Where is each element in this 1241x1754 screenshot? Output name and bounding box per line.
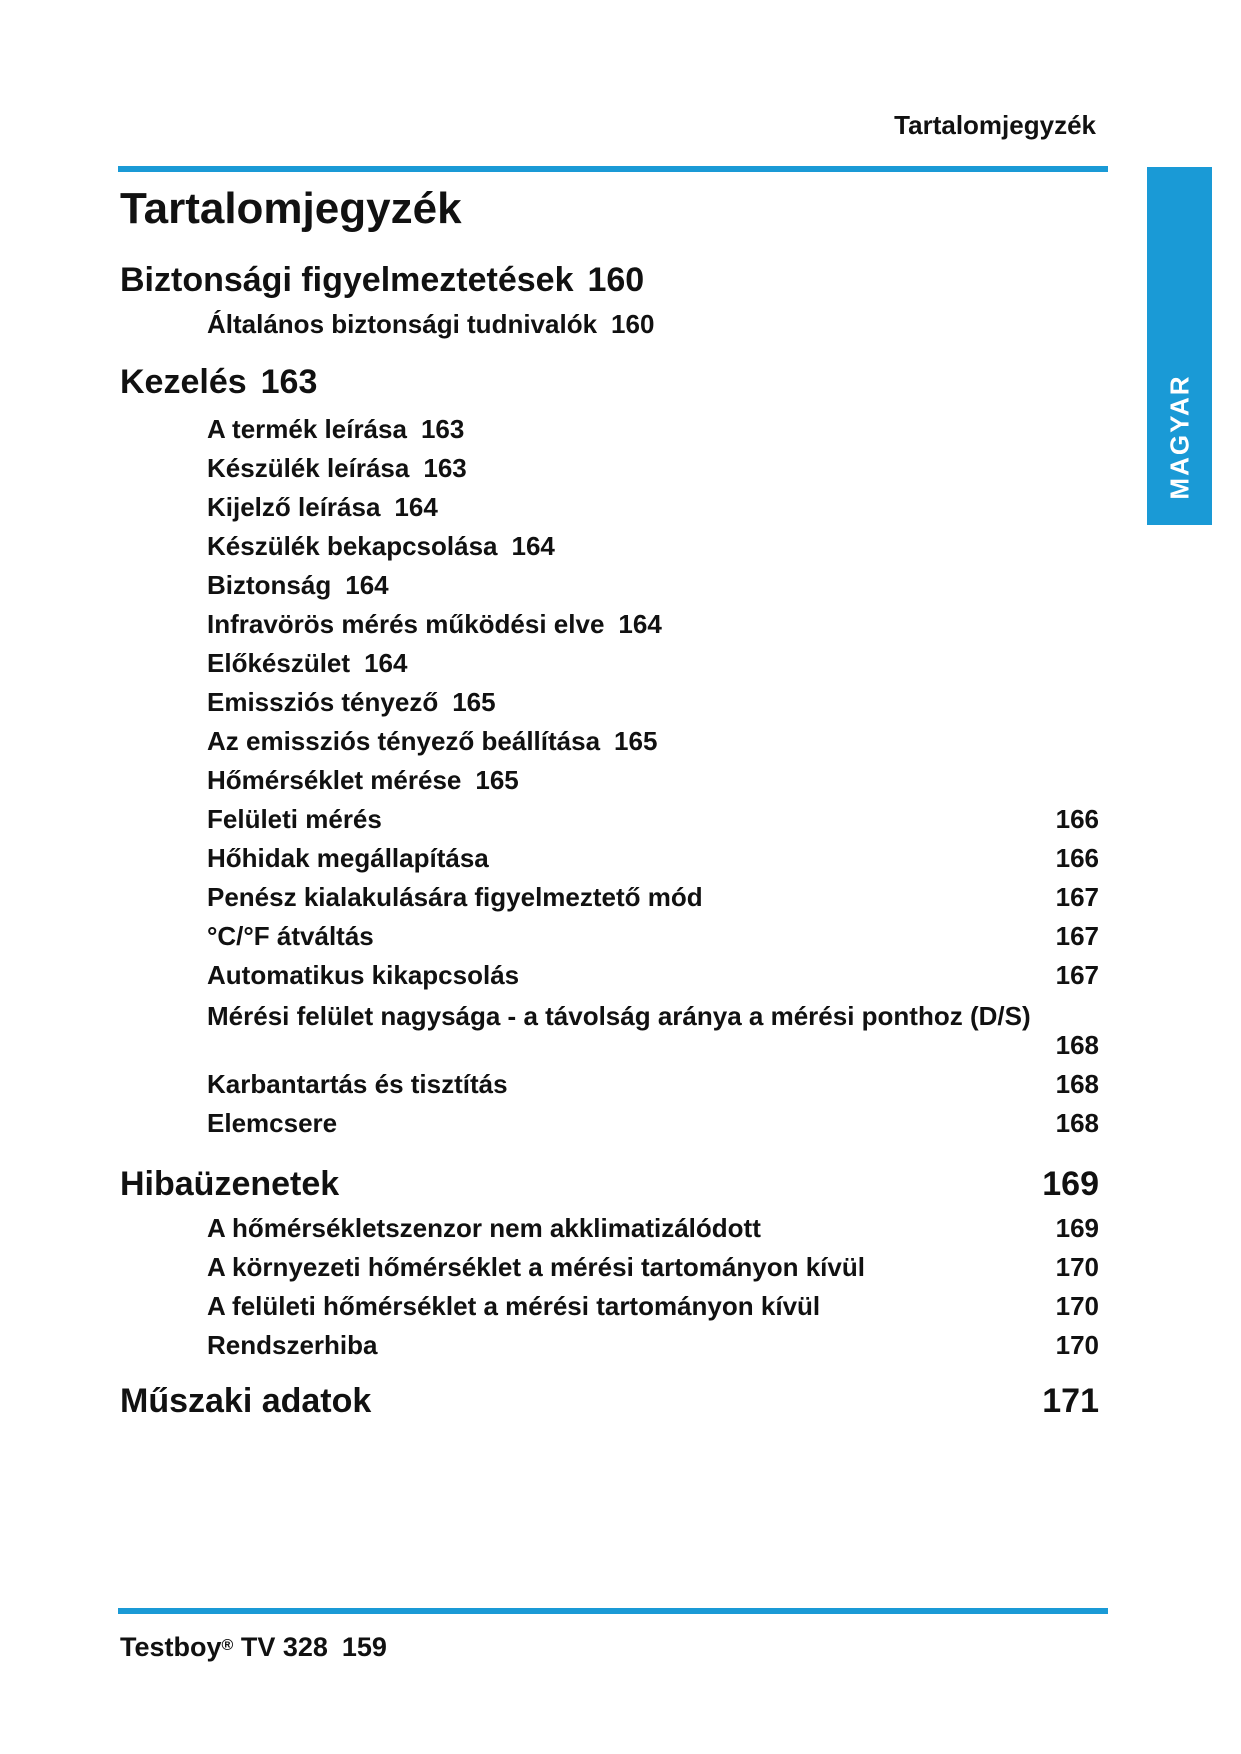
toc-entry-label: Kijelző leírása bbox=[207, 492, 381, 522]
toc-entry-page: 164 bbox=[345, 570, 389, 600]
toc-entry-page: 170 bbox=[1055, 1291, 1099, 1321]
toc-entry-keszulek-leirasa[interactable] bbox=[207, 453, 467, 484]
toc-entry-page: 167 bbox=[1055, 921, 1099, 951]
toc-entry-page: 165 bbox=[452, 687, 496, 717]
toc-entry-page: 164 bbox=[394, 492, 438, 522]
toc-entry-page: 163 bbox=[420, 414, 465, 444]
toc-entry-infravoros-meres[interactable] bbox=[207, 609, 662, 640]
toc-entry-label: A hőmérsékletszenzor nem akklimatizálódott bbox=[207, 1213, 761, 1243]
toc-entry-page: 163 bbox=[423, 453, 467, 483]
toc-entry-label: Emissziós tényező bbox=[207, 687, 439, 717]
toc-entry-page: 163 bbox=[260, 363, 318, 401]
toc-entry-page: 166 bbox=[1055, 843, 1099, 873]
toc-entry-rendszerhiba[interactable] bbox=[207, 1330, 378, 1361]
toc-entry-page: 165 bbox=[614, 726, 658, 756]
toc-entry-label: Az emissziós tényező beállítása bbox=[207, 726, 601, 756]
toc-entry-label: Hőhidak megállapítása bbox=[207, 843, 489, 873]
toc-entry-muszaki-adatok[interactable] bbox=[120, 1382, 371, 1421]
page-footer bbox=[120, 1632, 387, 1663]
toc-entry-label: Készülék leírása bbox=[207, 453, 410, 483]
toc-entry-karbantartas-es-tisztitas[interactable] bbox=[207, 1069, 508, 1100]
toc-entry-page: 169 bbox=[1055, 1213, 1099, 1243]
page-title: Tartalomjegyzék bbox=[120, 184, 462, 233]
running-header: Tartalomjegyzék bbox=[894, 110, 1096, 140]
toc-entry-page: 160 bbox=[611, 309, 655, 339]
toc-entry-page: 168 bbox=[1055, 1030, 1099, 1060]
toc-entry-label: Készülék bekapcsolása bbox=[207, 531, 498, 561]
toc-entry-a-termek-leirasa[interactable] bbox=[207, 414, 464, 445]
toc-entry-label: Hőmérséklet mérése bbox=[207, 765, 462, 795]
toc-entry-page: 160 bbox=[587, 261, 645, 299]
toc-entry-page: 167 bbox=[1055, 882, 1099, 912]
toc-entry-homerseklet-merese[interactable] bbox=[207, 765, 519, 796]
toc-entry-biztonsag[interactable] bbox=[207, 570, 389, 601]
bottom-rule bbox=[118, 1608, 1108, 1614]
toc-entry-label: Rendszerhiba bbox=[207, 1330, 378, 1360]
toc-entry-page: 166 bbox=[1055, 804, 1099, 834]
toc-entry-page: 170 bbox=[1055, 1330, 1099, 1360]
toc-entry-label: Mérési felület nagysága - a távolság aránya a mérési ponthoz (D/S) bbox=[207, 1001, 1031, 1031]
toc-entry-label: Műszaki adatok bbox=[120, 1382, 372, 1420]
toc-entry-page: 164 bbox=[618, 609, 662, 639]
toc-entry-altalanos-biztonsagi-tudnivalok[interactable] bbox=[207, 309, 654, 340]
toc-entry-automatikus-kikapcsolas[interactable] bbox=[207, 960, 519, 991]
toc-entry-penesz-mod[interactable] bbox=[207, 882, 703, 913]
toc-entry-label: Infravörös mérés működési elve bbox=[207, 609, 605, 639]
toc-entry-label: Biztonsági figyelmeztetések bbox=[120, 261, 574, 299]
toc-entry-page: 165 bbox=[475, 765, 519, 795]
footer-page-number: 159 bbox=[341, 1632, 387, 1662]
toc-entry-kijelzo-leirasa[interactable] bbox=[207, 492, 438, 523]
toc-entry-label: Hibaüzenetek bbox=[120, 1165, 340, 1203]
toc-entry-meresi-felulet-nagysaga[interactable] bbox=[207, 1001, 1031, 1032]
toc-entry-label: Automatikus kikapcsolás bbox=[207, 960, 520, 990]
toc-entry-label: A felületi hőmérséklet a mérési tartományon kívül bbox=[207, 1291, 821, 1321]
toc-entry-page: 171 bbox=[1042, 1382, 1099, 1420]
toc-entry-keszulek-bekapcsolasa[interactable] bbox=[207, 531, 555, 562]
toc-entry-c-f-atvaltas[interactable] bbox=[207, 921, 374, 952]
toc-entry-kezeles[interactable] bbox=[120, 363, 317, 402]
footer-model: TV 328 bbox=[240, 1632, 328, 1662]
toc-entry-elemcsere[interactable] bbox=[207, 1108, 337, 1139]
footer-brand: Testboy bbox=[120, 1632, 222, 1662]
toc-entry-page: 164 bbox=[364, 648, 408, 678]
toc-entry-emisszios-tenyezo[interactable] bbox=[207, 687, 496, 718]
toc-entry-homersekletszenzor[interactable] bbox=[207, 1213, 761, 1244]
toc-entry-emisszios-tenyezo-beallitasa[interactable] bbox=[207, 726, 657, 757]
registered-mark: ® bbox=[221, 1637, 234, 1654]
toc-entry-hohidak-megallapitasa[interactable] bbox=[207, 843, 489, 874]
toc-entry-label: A termék leírása bbox=[207, 414, 407, 444]
toc-entry-hibauzenetek[interactable] bbox=[120, 1165, 339, 1204]
toc-entry-label: Karbantartás és tisztítás bbox=[207, 1069, 508, 1099]
toc-entry-elokeszulet[interactable] bbox=[207, 648, 407, 679]
toc-entry-label: Előkészület bbox=[207, 648, 351, 678]
toc-entry-biztonsagi-figyelmeztetesek[interactable] bbox=[120, 261, 644, 300]
toc-entry-label: °C/°F átváltás bbox=[207, 921, 374, 951]
toc-entry-feluleti-meres[interactable] bbox=[207, 804, 382, 835]
toc-entry-label: A környezeti hőmérséklet a mérési tartományon kívül bbox=[207, 1252, 865, 1282]
toc-entry-label: Felületi mérés bbox=[207, 804, 382, 834]
toc-entry-label: Biztonság bbox=[207, 570, 332, 600]
toc-entry-page: 170 bbox=[1055, 1252, 1099, 1282]
toc-entry-kornyezeti-homerseklet[interactable] bbox=[207, 1252, 865, 1283]
toc-entry-page: 168 bbox=[1055, 1108, 1099, 1138]
toc-entry-label: Kezelés bbox=[120, 363, 247, 401]
toc-entry-page: 167 bbox=[1055, 960, 1099, 990]
toc-entry-label: Elemcsere bbox=[207, 1108, 338, 1138]
toc-entry-page: 168 bbox=[1055, 1069, 1099, 1099]
toc-entry-page: 164 bbox=[511, 531, 555, 561]
toc-entry-feluleti-homerseklet[interactable] bbox=[207, 1291, 820, 1322]
toc-entry-label: Általános biztonsági tudnivalók bbox=[207, 309, 598, 339]
toc-entry-label: Penész kialakulására figyelmeztető mód bbox=[207, 882, 703, 912]
toc-entry-page: 169 bbox=[1042, 1165, 1099, 1203]
language-tab-label: MAGYAR bbox=[1164, 374, 1194, 500]
